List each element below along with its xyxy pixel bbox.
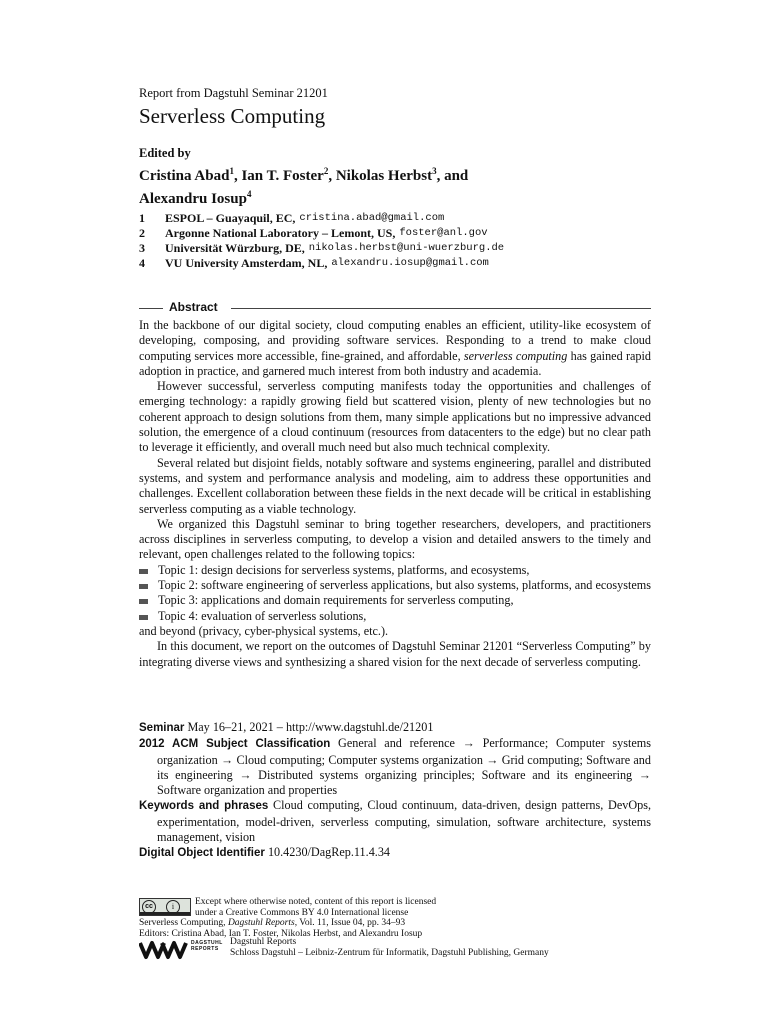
abstract-text: In the backbone of our digital society, cloud computing enables an efficient, utility-like ecosystem of developing, composing, and providing software services. Responding to a trend to make cloud computing services more accessible, fine-grained, and affordable,: [139, 318, 651, 363]
edited-by-label: Edited by: [139, 146, 191, 160]
affiliation-name: Argonne National Laboratory – Lemont, US,: [165, 226, 396, 240]
affiliation-number: 3: [139, 241, 145, 255]
bullet-icon: [139, 584, 148, 589]
metadata-block: [139, 720, 651, 862]
affiliation-item: [139, 211, 504, 226]
citation-text: , Vol. 11, Issue 04, pp. 34–93: [294, 918, 406, 928]
abstract-paragraph: We organized this Dagstuhl seminar to bring together researchers, developers, and practitioners across disciplines in serverless computing, to develop a vision and detailed answers to the timely and relevant, open challenges related to the following topics:: [139, 516, 651, 562]
doi-row: [139, 845, 651, 861]
acm-classification-row: [139, 736, 651, 798]
citation-journal: Dagstuhl Reports: [227, 918, 295, 928]
logo-text: DAGSTUHL: [191, 940, 223, 946]
seminar-label: Seminar: [139, 722, 185, 734]
affiliation-email[interactable]: alexandru.iosup@gmail.com: [331, 257, 489, 269]
author-name: Nikolas Herbst: [335, 168, 433, 184]
by-attribution-icon: i: [166, 900, 180, 914]
author-list: [139, 162, 609, 208]
badge-bar: [140, 912, 190, 915]
report-source-line: Report from Dagstuhl Seminar 21201: [139, 86, 328, 100]
affiliation-email[interactable]: cristina.abad@gmail.com: [299, 212, 445, 224]
license-text: [195, 897, 436, 918]
license-line: under a Creative Commons BY 4.0 International license: [195, 907, 409, 918]
abstract-label: Abstract: [169, 300, 218, 314]
logo-wordmark: [191, 940, 223, 952]
abstract-paragraph: In this document, we report on the outcomes of Dagstuhl Seminar 21201 “Serverless Computing” by integrating diverse views and synthesizing a shared vision for the next decade of serverless computing.: [139, 639, 651, 669]
heading-rule-right: [231, 308, 651, 309]
doi-value[interactable]: 10.4230/DagRep.11.4.34: [267, 845, 391, 860]
editors-line: Editors: Cristina Abad, Ian T. Foster, Nikolas Herbst, and Alexandru Iosup: [139, 928, 423, 939]
affiliation-name: Universität Würzburg, DE,: [165, 241, 305, 255]
acm-label: 2012 ACM Subject Classification: [139, 738, 331, 751]
affiliation-item: [139, 256, 504, 271]
bullet-icon: [139, 615, 148, 620]
keywords-row: [139, 798, 651, 845]
affiliation-email[interactable]: nikolas.herbst@uni-wuerzburg.de: [308, 242, 505, 254]
author-affil-mark: 2: [323, 166, 329, 176]
affiliation-number: 2: [139, 226, 145, 240]
topic-item: [139, 609, 651, 624]
logo-text: REPORTS: [191, 946, 219, 952]
topic-text: Topic 4: evaluation of serverless solutions,: [158, 608, 367, 623]
dagstuhl-reports-logo: [139, 940, 227, 960]
author-affil-mark: 3: [432, 166, 437, 176]
affiliation-name: VU University Amsterdam, NL,: [165, 256, 328, 270]
cc-license-badge-icon[interactable]: [139, 898, 191, 916]
abstract-text: has gained rapid adoption in practice, and garnered much interest from both industry and academia.: [139, 348, 651, 378]
topic-item: [139, 578, 651, 593]
author-separator: ,: [233, 168, 242, 184]
topic-text: Topic 2: software engineering of serverless applications, but also systems, platforms, and ecosystems: [158, 578, 651, 593]
affiliation-name: ESPOL – Guayaquil, EC,: [165, 211, 296, 225]
author-name: Ian T. Foster: [241, 168, 324, 184]
abstract-paragraph: and beyond (privacy, cyber-physical systems, etc.).: [139, 623, 389, 638]
emphasis-text: serverless computing: [463, 348, 568, 363]
affiliation-number: 1: [139, 211, 145, 225]
publisher-name: Dagstuhl Reports: [230, 937, 297, 947]
heading-rule-left: [139, 308, 163, 309]
abstract-paragraph: [139, 318, 651, 379]
topic-list: [139, 563, 651, 624]
keywords-value: Cloud computing, Cloud continuum, data-driven, design patterns, DevOps, experimentation, model-driven, serverless computing, simulation, software architecture, systems management, vision: [157, 798, 652, 845]
abstract-heading: [139, 300, 651, 316]
affiliation-item: [139, 241, 504, 256]
abstract-paragraph: However successful, serverless computing manifests today the opportunities and challenges of emerging technology: a rapidly growing field but scattered vision, plenty of new technologies but no coherent approach to design solutions from them, many simple applications but no impressive advanced solution, the emergence of a cloud continuum (resources from datacenters to the edge) but no clear path to leverage it efficiently, and overall much need but also much technical complexity.: [139, 379, 651, 455]
affiliation-item: [139, 226, 504, 241]
author-name: Cristina Abad: [139, 168, 230, 184]
topic-item: [139, 593, 651, 608]
author-separator: ,: [328, 168, 336, 184]
license-line: Except where otherwise noted, content of this report is licensed: [195, 897, 437, 907]
acm-value: General and reference → Performance; Computer systems organization → Cloud computing; Computer systems organization → Grid computing; Software and its engineering → Distributed systems organizing principles; Software and its engineering → Software organization and properties: [157, 736, 652, 798]
abstract-paragraph: Several related but disjoint fields, notably software and systems engineering, parallel and distributed systems, and system and performance analysis and modeling, aim to address these opportunities and challenges. Excellent collaboration between these fields in the next decade will be critical in establishing serverless computing as a viable technology.: [139, 455, 651, 516]
author-affil-mark: 4: [246, 189, 252, 199]
cc-icon: cc: [142, 900, 156, 914]
bullet-icon: [139, 569, 148, 574]
paper-title: Serverless Computing: [139, 104, 326, 128]
bullet-icon: [139, 599, 148, 604]
dagstuhl-logo-icon: [139, 940, 189, 960]
author-affil-mark: 1: [229, 166, 234, 176]
topic-text: Topic 1: design decisions for serverless systems, platforms, and ecosystems,: [158, 562, 530, 577]
affiliation-number: 4: [139, 256, 145, 270]
citation-line: [139, 918, 422, 929]
author-name: Alexandru Iosup: [139, 191, 247, 207]
topic-text: Topic 3: applications and domain requirements for serverless computing,: [158, 593, 514, 608]
keywords-label: Keywords and phrases: [139, 800, 269, 813]
publisher-info: [230, 937, 549, 958]
seminar-value[interactable]: May 16–21, 2021 – http://www.dagstuhl.de/21201: [187, 720, 434, 734]
citation-lines: [139, 918, 422, 939]
topic-item: [139, 563, 651, 578]
doi-label: Digital Object Identifier: [139, 847, 265, 860]
citation-text: Serverless Computing,: [139, 918, 228, 928]
author-separator: , and: [436, 168, 469, 184]
affiliation-list: [139, 211, 504, 271]
affiliation-email[interactable]: foster@anl.gov: [399, 227, 488, 239]
abstract-body: [139, 318, 651, 670]
seminar-row: [139, 720, 651, 736]
publisher-address: Schloss Dagstuhl – Leibniz-Zentrum für Informatik, Dagstuhl Publishing, Germany: [230, 947, 549, 958]
